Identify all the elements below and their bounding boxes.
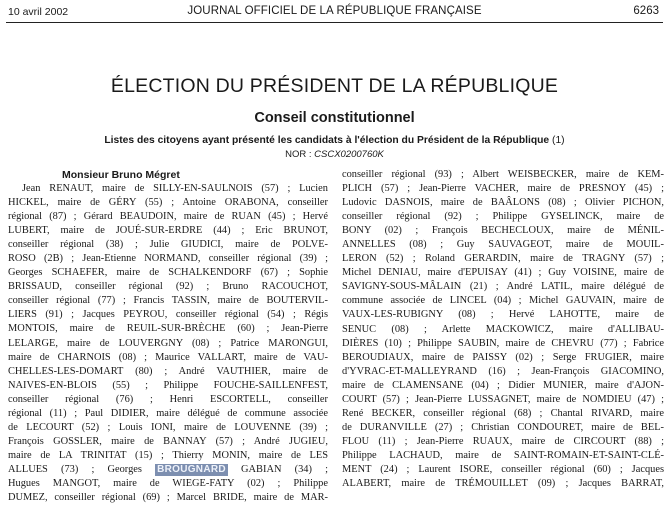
left-column (8, 168, 328, 505)
nor-reference (0, 149, 669, 160)
text-line: ROSO (2B) ; Jean-Etienne NORMAND, conseiller régional (39) ; (8, 253, 328, 265)
text-line: FLOU (11) ; Jean-Pierre RUAUX, maire de CIRCOURT (88) ; (342, 435, 664, 447)
text-line: régional (87) ; Gérard BEAUDOIN, maire de RUAN (45) ; Hervé (8, 211, 328, 223)
text-line: régional (11) ; Paul DIDIER, maire délégué de commune associée (8, 407, 328, 419)
subtitle (0, 135, 669, 146)
section-title: Conseil constitutionnel (254, 110, 415, 126)
text-line: DUMEZ, conseiller régional (69) ; Marcel BRIDE, maire de MAR- (8, 492, 328, 504)
text-line: François GOSSLER, maire de BANNAY (57) ; André JUGIEU, (8, 435, 328, 447)
header-divider (6, 22, 663, 23)
text-line: commune associée de LINCEL (04) ; Michel GAUVAIN, maire de (342, 295, 664, 307)
text-line: HICKEL, maire de GÉRY (55) ; Antoine ORABONA, conseiller (8, 197, 328, 209)
candidate-heading: Monsieur Bruno Mégret (62, 169, 180, 181)
text-line: SAVIGNY-SOUS-MÂLAIN (21) ; André LATIL, maire délégué de (342, 281, 664, 293)
text-line: Ludovic DASNOIS, maire de BAÂLONS (08) ; Olivier PICHON, (342, 197, 664, 209)
text-line: VAUX-LES-RUBIGNY (08) ; Hervé LAHOTTE, maire de (342, 309, 664, 321)
nor-label: NOR : (285, 149, 312, 160)
text-line: COURT (57) ; Jean-Pierre LUSSAGNET, maire de NOMDIEU (47) ; (342, 393, 664, 405)
text-line: Philippe LACHAUD, maire de SAINT-ROMAIN-ET-SAINT-CLÉ- (342, 449, 664, 461)
text-line: d'YVRAC-ET-MALLEYRAND (16) ; Jean-François GIACOMINO, (342, 365, 664, 377)
text-line: maire de LA TRINITAT (15) ; Thierry MONIN, maire de LES (8, 449, 328, 461)
subtitle-text: Listes des citoyens ayant présenté les candidats à l'élection du Président de la République (104, 135, 550, 146)
text-line: ALABERT, maire de TRÉMOUILLET (09) ; Jacques BARRAT, (342, 478, 664, 490)
page-number: 6263 (633, 5, 659, 17)
text-line: maire de CLAMENSANE (04) ; Didier MUNIER, maire d'AJON- (342, 379, 664, 391)
text-line: Michel DENIAU, maire d'EPUISAY (41) ; Guy VOISINE, maire de (342, 267, 664, 279)
text-line: MENT (24) ; Laurent ISORE, conseiller régional (60) ; Jacques (342, 463, 664, 475)
text-fragment: ALLUES (73) ; Georges (8, 463, 142, 475)
text-line: conseiller régional (76) ; Henri ESCORTELL, conseiller (8, 393, 328, 405)
text-line: conseiller régional (93) ; Albert WEISBECKER, maire de KEM- (342, 169, 664, 180)
issue-date: 10 avril 2002 (8, 6, 69, 18)
running-header (0, 4, 669, 20)
text-line: BRISSAUD, conseiller régional (92) ; Bruno RACOUCHOT, (8, 281, 328, 293)
text-line: conseiller régional (38) ; Julie GIUDICI, maire de POLVE- (8, 239, 328, 251)
text-line: Jean RENAUT, maire de SILLY-EN-SAULNOIS (57) ; Lucien (22, 183, 328, 194)
text-line: LUBERT, maire de JOUÉ-SUR-ERDRE (44) ; Eric BRUNOT, (8, 225, 328, 237)
right-column (342, 168, 664, 491)
text-line: CHELLES-LES-DOMART (80) ; André VAUTHIER, maire de (8, 365, 328, 377)
text-line: Hugues MANGOT, maire de WIEGE-FATY (02) ; Philippe (8, 477, 328, 489)
text-line: BONY (02) ; François BECHECLOUX, maire de MÉNIL- (342, 225, 664, 237)
journal-name: JOURNAL OFFICIEL DE LA RÉPUBLIQUE FRANÇAISE (187, 5, 482, 17)
text-line: maire de CHARNOIS (08) ; Maurice VALLART, maire de VAU- (8, 351, 328, 363)
text-line: DIÈRES (10) ; Philippe SAUBIN, maire de CHEVRU (77) ; Fabrice (342, 337, 664, 349)
text-line: conseiller régional (92) ; Philippe GYSELINCK, maire de (342, 211, 664, 223)
text-line: de LECOURT (52) ; Louis IONI, maire de LOUVENNE (39) ; (8, 421, 328, 433)
text-line: LIERS (91) ; Jacques PEYROU, conseiller régional (54) ; Régis (8, 309, 328, 321)
footnote-marker: (1) (552, 135, 565, 146)
redaction-overlay: BROUGNARD (157, 463, 226, 475)
text-line: BEROUDIAUX, maire de PAISSY (02) ; Serge FRUGIER, maire (342, 351, 664, 363)
text-line: Georges SCHAEFER, maire de SCHALKENDORF (67) ; Sophie (8, 267, 328, 279)
text-line-with-redaction (8, 463, 328, 477)
text-line: MONTOIS, maire de REUIL-SUR-BRÈCHE (60) ; Jean-Pierre (8, 323, 328, 335)
text-line: LELARGE, maire de LOUVERGNY (08) ; Patrice MARONGUI, (8, 337, 328, 349)
text-line: SENUC (08) ; Arlette MACKOWICZ, maire d'ALLIBAU- (342, 323, 664, 335)
text-line: PLICH (57) ; Jean-Pierre VACHER, maire de PRESNOY (45) ; (342, 183, 664, 195)
page-title: ÉLECTION DU PRÉSIDENT DE LA RÉPUBLIQUE (110, 75, 559, 97)
text-line: ANNELLES (08) ; Guy SAUVAGEOT, maire de MOUIL- (342, 239, 664, 251)
text-fragment: GABIAN (34) ; (241, 463, 328, 475)
text-line: René BECKER, conseiller régional (68) ; Chantal RIVARD, maire (342, 407, 664, 419)
text-line: conseiller régional (77) ; Francis TASSIN, maire de BOUTERVIL- (8, 295, 328, 307)
text-line: NAIVES-EN-BLOIS (55) ; Philippe FOUCHE-SAILLENFEST, (8, 379, 328, 391)
text-line: de DURANVILLE (27) ; Christian CONDOURET, maire de BEL- (342, 421, 664, 433)
text-line: LERON (52) ; Roland GERARDIN, maire de TRAGNY (57) ; (342, 253, 664, 265)
nor-code: CSCX0200760K (314, 149, 384, 160)
